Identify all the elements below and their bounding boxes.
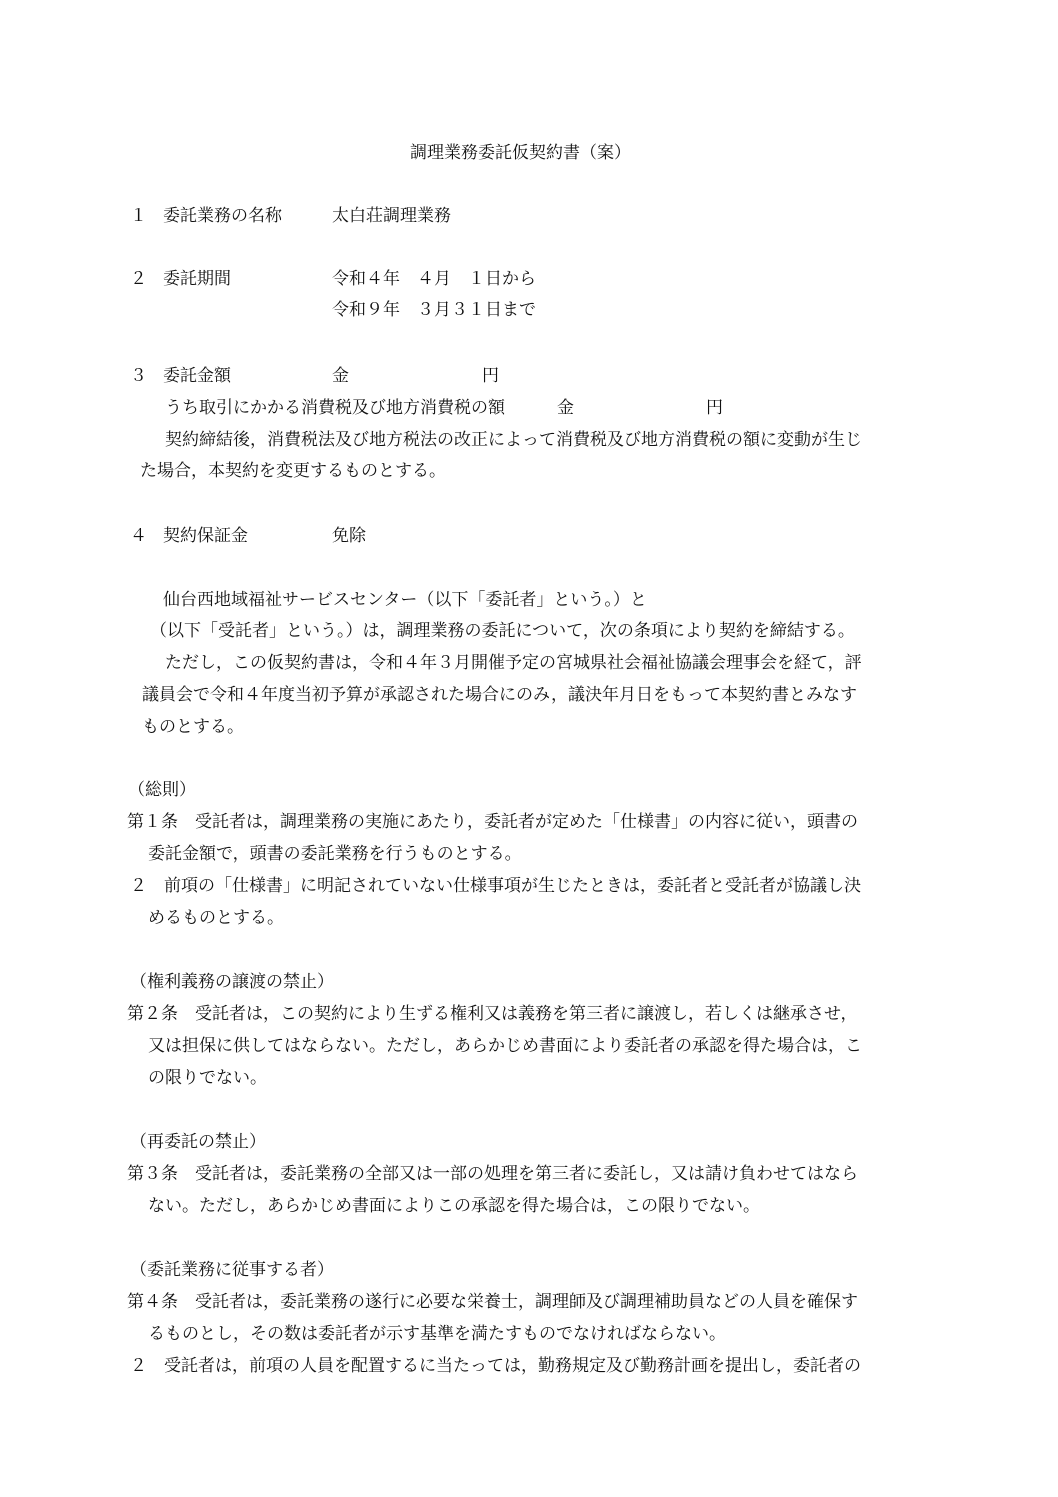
item-3-kin: 金 bbox=[332, 366, 349, 386]
item-2-label: 委託期間 bbox=[163, 269, 231, 289]
preamble-line-3: ただし，この仮契約書は，令和４年３月開催予定の宮城県社会福祉協議会理事会を経て，評 bbox=[165, 653, 862, 673]
item-3-tax-kin: 金 bbox=[557, 398, 574, 418]
article-2-line-1: 第２条 受託者は，この契約により生ずる権利又は義務を第三者に譲渡し，若しくは継承させ， bbox=[127, 1004, 858, 1024]
item-4-number: ４ bbox=[130, 526, 147, 546]
article-2-line-3: の限りでない。 bbox=[148, 1068, 267, 1088]
item-2-from: 令和４年 ４月 １日から bbox=[332, 269, 536, 289]
item-1-value: 太白荘調理業務 bbox=[332, 206, 451, 226]
item-3-tax-label: うち取引にかかる消費税及び地方消費税の額 bbox=[165, 398, 505, 418]
item-3-label: 委託金額 bbox=[163, 366, 231, 386]
item-3-tax-yen: 円 bbox=[706, 398, 723, 418]
article-4-heading: （委託業務に従事する者） bbox=[130, 1260, 334, 1280]
article-2-heading: （権利義務の譲渡の禁止） bbox=[130, 972, 334, 992]
article-1-line-4: めるものとする。 bbox=[148, 908, 284, 928]
article-3-heading: （再委託の禁止） bbox=[130, 1132, 266, 1152]
item-1-number: １ bbox=[130, 206, 147, 226]
article-4-line-2: るものとし，その数は委託者が示す基準を満たすものでなければならない。 bbox=[148, 1324, 726, 1344]
article-3-line-2: ない。ただし，あらかじめ書面によりこの承認を得た場合は，この限りでない。 bbox=[148, 1196, 760, 1216]
document-title: 調理業務委託仮契約書（案） bbox=[410, 143, 631, 163]
article-2-line-2: 又は担保に供してはならない。ただし，あらかじめ書面により委託者の承認を得た場合は，こ bbox=[148, 1036, 862, 1056]
article-4-line-1: 第４条 受託者は，委託業務の遂行に必要な栄養士，調理師及び調理補助員などの人員を確保す bbox=[127, 1292, 858, 1312]
item-3-number: ３ bbox=[130, 366, 147, 386]
article-3-line-1: 第３条 受託者は，委託業務の全部又は一部の処理を第三者に委託し，又は請け負わせてはなら bbox=[127, 1164, 858, 1184]
item-3-note-line-2: た場合，本契約を変更するものとする。 bbox=[140, 461, 446, 481]
item-3-yen: 円 bbox=[482, 366, 499, 386]
preamble-line-4: 議員会で令和４年度当初予算が承認された場合にのみ，議決年月日をもって本契約書とみなす bbox=[142, 685, 858, 705]
item-3-note-line-1: 契約締結後，消費税法及び地方税法の改正によって消費税及び地方消費税の額に変動が生じ bbox=[165, 430, 862, 450]
article-1-line-3: ２ 前項の「仕様書」に明記されていない仕様事項が生じたときは，委託者と受託者が協議し決 bbox=[130, 876, 861, 896]
article-1-line-2: 委託金額で，頭書の委託業務を行うものとする。 bbox=[148, 844, 522, 864]
item-2-to: 令和９年 ３月３１日まで bbox=[332, 300, 536, 320]
article-1-heading: （総則） bbox=[128, 780, 196, 800]
preamble-line-1: 仙台西地域福祉サービスセンター（以下「委託者」という。）と bbox=[163, 590, 647, 610]
article-4-line-3: ２ 受託者は，前項の人員を配置するに当たっては，勤務規定及び勤務計画を提出し，委託者の bbox=[130, 1356, 861, 1376]
item-4-value: 免除 bbox=[332, 526, 366, 546]
item-4-label: 契約保証金 bbox=[163, 526, 248, 546]
item-2-number: ２ bbox=[130, 269, 147, 289]
preamble-line-5: ものとする。 bbox=[142, 717, 244, 737]
article-1-line-1: 第１条 受託者は，調理業務の実施にあたり，委託者が定めた「仕様書」の内容に従い，頭書の bbox=[127, 812, 858, 832]
preamble-line-2: （以下「受託者」という。）は，調理業務の委託について，次の条項により契約を締結する。 bbox=[150, 621, 855, 641]
item-1-label: 委託業務の名称 bbox=[163, 206, 282, 226]
